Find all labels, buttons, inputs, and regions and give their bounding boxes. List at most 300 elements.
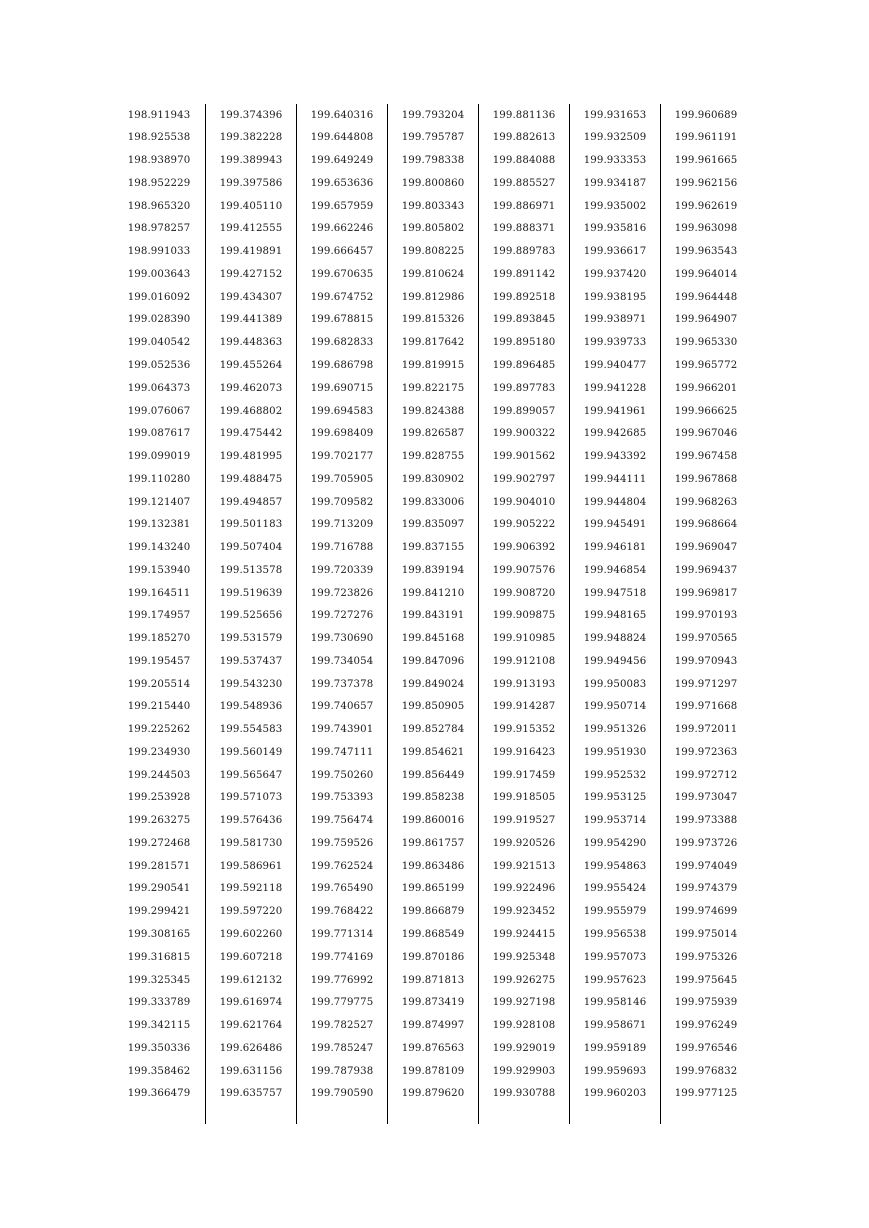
table-cell: 199.961665	[674, 155, 738, 167]
table-cell: 199.543230	[219, 678, 283, 690]
table-cell: 199.644808	[310, 132, 374, 144]
table-cell: 198.911943	[127, 109, 191, 121]
table-cell: 199.805802	[401, 223, 465, 235]
table-cell: 199.759526	[310, 837, 374, 849]
table-cell: 199.215440	[127, 701, 191, 713]
table-cell: 199.917459	[492, 769, 556, 781]
numeric-value-table	[114, 104, 751, 1124]
table-cell: 199.926275	[492, 974, 556, 986]
table-cell: 199.519639	[219, 587, 283, 599]
table-cell: 199.727276	[310, 610, 374, 622]
table-cell: 199.747111	[310, 746, 374, 758]
table-cell: 199.969817	[674, 587, 738, 599]
table-cell: 199.468802	[219, 405, 283, 417]
table-cell: 199.762524	[310, 860, 374, 872]
table-cell: 199.674752	[310, 291, 374, 303]
table-cell: 199.930788	[492, 1088, 556, 1100]
table-column-5	[478, 104, 569, 1124]
table-cell: 199.959693	[583, 1065, 647, 1077]
table-cell: 199.847096	[401, 655, 465, 667]
table-cell: 199.830902	[401, 473, 465, 485]
table-cell: 199.928108	[492, 1020, 556, 1032]
table-cell: 199.968263	[674, 496, 738, 508]
table-cell: 199.389943	[219, 155, 283, 167]
table-cell: 199.950083	[583, 678, 647, 690]
table-cell: 199.833006	[401, 496, 465, 508]
table-cell: 199.308165	[127, 928, 191, 940]
table-cell: 199.494857	[219, 496, 283, 508]
table-cell: 199.657959	[310, 200, 374, 212]
table-cell: 199.837155	[401, 542, 465, 554]
table-cell: 199.052536	[127, 359, 191, 371]
table-cell: 199.963098	[674, 223, 738, 235]
table-cell: 199.951930	[583, 746, 647, 758]
table-cell: 199.955979	[583, 906, 647, 918]
table-cell: 199.977125	[674, 1088, 738, 1100]
table-cell: 199.028390	[127, 314, 191, 326]
table-cell: 199.973726	[674, 837, 738, 849]
table-cell: 199.244503	[127, 769, 191, 781]
table-cell: 199.970943	[674, 655, 738, 667]
table-cell: 199.765490	[310, 883, 374, 895]
table-cell: 199.713209	[310, 519, 374, 531]
table-cell: 199.087617	[127, 428, 191, 440]
table-cell: 199.702177	[310, 451, 374, 463]
table-cell: 199.670635	[310, 268, 374, 280]
table-cell: 199.185270	[127, 633, 191, 645]
table-cell: 199.873419	[401, 997, 465, 1009]
table-cell: 199.455264	[219, 359, 283, 371]
table-cell: 198.925538	[127, 132, 191, 144]
table-cell: 199.110280	[127, 473, 191, 485]
table-cell: 199.852784	[401, 724, 465, 736]
table-cell: 199.976546	[674, 1042, 738, 1054]
table-cell: 199.366479	[127, 1088, 191, 1100]
table-cell: 199.690715	[310, 382, 374, 394]
table-cell: 199.419891	[219, 246, 283, 258]
table-cell: 199.808225	[401, 246, 465, 258]
table-cell: 199.950714	[583, 701, 647, 713]
table-cell: 199.966201	[674, 382, 738, 394]
table-cell: 199.972363	[674, 746, 738, 758]
table-cell: 199.965772	[674, 359, 738, 371]
table-cell: 199.723826	[310, 587, 374, 599]
table-cell: 199.602260	[219, 928, 283, 940]
table-cell: 199.531579	[219, 633, 283, 645]
table-cell: 199.954290	[583, 837, 647, 849]
table-cell: 199.909875	[492, 610, 556, 622]
table-cell: 199.358462	[127, 1065, 191, 1077]
table-cell: 199.973047	[674, 792, 738, 804]
table-cell: 199.900322	[492, 428, 556, 440]
table-cell: 199.776992	[310, 974, 374, 986]
table-cell: 199.944804	[583, 496, 647, 508]
table-cell: 199.970193	[674, 610, 738, 622]
table-cell: 199.374396	[219, 109, 283, 121]
table-cell: 199.964907	[674, 314, 738, 326]
table-cell: 199.771314	[310, 928, 374, 940]
table-cell: 199.822175	[401, 382, 465, 394]
table-cell: 199.882613	[492, 132, 556, 144]
table-cell: 199.865199	[401, 883, 465, 895]
table-cell: 199.967868	[674, 473, 738, 485]
table-cell: 199.682833	[310, 337, 374, 349]
table-cell: 199.064373	[127, 382, 191, 394]
table-column-4	[387, 104, 478, 1124]
table-cell: 199.895180	[492, 337, 556, 349]
table-cell: 199.815326	[401, 314, 465, 326]
table-cell: 199.891142	[492, 268, 556, 280]
table-cell: 199.897783	[492, 382, 556, 394]
table-cell: 199.716788	[310, 542, 374, 554]
table-cell: 199.607218	[219, 951, 283, 963]
table-cell: 199.803343	[401, 200, 465, 212]
table-cell: 199.662246	[310, 223, 374, 235]
table-cell: 199.878109	[401, 1065, 465, 1077]
table-cell: 199.817642	[401, 337, 465, 349]
table-cell: 199.810624	[401, 268, 465, 280]
table-cell: 199.892518	[492, 291, 556, 303]
table-cell: 199.730690	[310, 633, 374, 645]
table-cell: 199.904010	[492, 496, 556, 508]
table-cell: 198.978257	[127, 223, 191, 235]
table-cell: 199.914287	[492, 701, 556, 713]
table-cell: 199.881136	[492, 109, 556, 121]
table-cell: 199.782527	[310, 1020, 374, 1032]
table-cell: 199.966625	[674, 405, 738, 417]
table-cell: 199.325345	[127, 974, 191, 986]
table-cell: 199.920526	[492, 837, 556, 849]
table-cell: 199.525656	[219, 610, 283, 622]
table-cell: 199.698409	[310, 428, 374, 440]
table-cell: 199.974379	[674, 883, 738, 895]
table-cell: 199.938195	[583, 291, 647, 303]
table-cell: 199.316815	[127, 951, 191, 963]
table-cell: 199.099019	[127, 451, 191, 463]
table-cell: 199.205514	[127, 678, 191, 690]
table-cell: 199.918505	[492, 792, 556, 804]
table-cell: 199.935002	[583, 200, 647, 212]
table-cell: 199.938971	[583, 314, 647, 326]
table-cell: 199.571073	[219, 792, 283, 804]
table-cell: 199.889783	[492, 246, 556, 258]
table-cell: 199.954863	[583, 860, 647, 872]
table-cell: 199.132381	[127, 519, 191, 531]
table-cell: 199.957073	[583, 951, 647, 963]
table-cell: 199.955424	[583, 883, 647, 895]
table-cell: 199.899057	[492, 405, 556, 417]
table-cell: 199.350336	[127, 1042, 191, 1054]
table-cell: 199.635757	[219, 1088, 283, 1100]
table-cell: 199.174957	[127, 610, 191, 622]
table-cell: 198.991033	[127, 246, 191, 258]
table-cell: 199.576436	[219, 815, 283, 827]
table-cell: 199.164511	[127, 587, 191, 599]
table-cell: 199.016092	[127, 291, 191, 303]
table-cell: 199.910985	[492, 633, 556, 645]
table-cell: 199.860016	[401, 815, 465, 827]
table-cell: 199.737378	[310, 678, 374, 690]
table-cell: 199.854621	[401, 746, 465, 758]
table-cell: 199.856449	[401, 769, 465, 781]
table-cell: 199.621764	[219, 1020, 283, 1032]
table-cell: 199.843191	[401, 610, 465, 622]
table-cell: 199.592118	[219, 883, 283, 895]
table-cell: 199.929903	[492, 1065, 556, 1077]
table-cell: 199.812986	[401, 291, 465, 303]
table-cell: 199.507404	[219, 542, 283, 554]
table-cell: 199.779775	[310, 997, 374, 1009]
table-cell: 199.967046	[674, 428, 738, 440]
table-cell: 199.560149	[219, 746, 283, 758]
table-cell: 199.405110	[219, 200, 283, 212]
table-cell: 199.923452	[492, 906, 556, 918]
table-cell: 199.931653	[583, 109, 647, 121]
table-cell: 199.912108	[492, 655, 556, 667]
table-cell: 199.958146	[583, 997, 647, 1009]
table-cell: 199.974049	[674, 860, 738, 872]
table-cell: 199.969047	[674, 542, 738, 554]
table-cell: 199.975645	[674, 974, 738, 986]
table-cell: 199.581730	[219, 837, 283, 849]
table-cell: 199.962156	[674, 177, 738, 189]
table-cell: 199.640316	[310, 109, 374, 121]
table-cell: 199.976832	[674, 1065, 738, 1077]
table-cell: 199.612132	[219, 974, 283, 986]
table-cell: 199.501183	[219, 519, 283, 531]
table-cell: 199.935816	[583, 223, 647, 235]
table-cell: 199.705905	[310, 473, 374, 485]
table-cell: 199.850905	[401, 701, 465, 713]
table-cell: 199.884088	[492, 155, 556, 167]
table-cell: 199.756474	[310, 815, 374, 827]
table-cell: 199.686798	[310, 359, 374, 371]
table-cell: 199.940477	[583, 359, 647, 371]
table-cell: 199.946181	[583, 542, 647, 554]
table-cell: 199.975326	[674, 951, 738, 963]
table-cell: 199.694583	[310, 405, 374, 417]
table-cell: 199.740657	[310, 701, 374, 713]
table-cell: 199.888371	[492, 223, 556, 235]
table-cell: 199.709582	[310, 496, 374, 508]
table-cell: 199.787938	[310, 1065, 374, 1077]
table-cell: 198.938970	[127, 155, 191, 167]
table-cell: 199.866879	[401, 906, 465, 918]
table-cell: 199.795787	[401, 132, 465, 144]
table-cell: 199.965330	[674, 337, 738, 349]
table-cell: 199.956538	[583, 928, 647, 940]
table-cell: 199.586961	[219, 860, 283, 872]
table-cell: 199.868549	[401, 928, 465, 940]
table-cell: 199.785247	[310, 1042, 374, 1054]
table-cell: 199.153940	[127, 564, 191, 576]
table-cell: 199.753393	[310, 792, 374, 804]
table-cell: 199.941961	[583, 405, 647, 417]
table-cell: 199.976249	[674, 1020, 738, 1032]
table-cell: 199.876563	[401, 1042, 465, 1054]
table-cell: 199.263275	[127, 815, 191, 827]
table-cell: 199.835097	[401, 519, 465, 531]
table-cell: 199.934187	[583, 177, 647, 189]
table-cell: 199.003643	[127, 268, 191, 280]
table-cell: 199.798338	[401, 155, 465, 167]
table-cell: 199.462073	[219, 382, 283, 394]
table-cell: 199.969437	[674, 564, 738, 576]
table-cell: 199.513578	[219, 564, 283, 576]
table-cell: 199.925348	[492, 951, 556, 963]
table-cell: 199.874997	[401, 1020, 465, 1032]
table-cell: 199.908720	[492, 587, 556, 599]
table-cell: 199.919527	[492, 815, 556, 827]
table-cell: 199.922496	[492, 883, 556, 895]
table-column-3	[296, 104, 387, 1124]
table-cell: 199.906392	[492, 542, 556, 554]
table-cell: 199.937420	[583, 268, 647, 280]
table-column-6	[569, 104, 660, 1124]
table-cell: 199.845168	[401, 633, 465, 645]
table-cell: 199.427152	[219, 268, 283, 280]
table-cell: 199.824388	[401, 405, 465, 417]
table-cell: 199.299421	[127, 906, 191, 918]
table-cell: 199.946854	[583, 564, 647, 576]
table-cell: 199.631156	[219, 1065, 283, 1077]
table-cell: 199.924415	[492, 928, 556, 940]
table-cell: 199.960689	[674, 109, 738, 121]
table-cell: 199.290541	[127, 883, 191, 895]
table-cell: 199.720339	[310, 564, 374, 576]
table-cell: 199.957623	[583, 974, 647, 986]
table-cell: 199.970565	[674, 633, 738, 645]
table-cell: 199.949456	[583, 655, 647, 667]
table-cell: 199.565647	[219, 769, 283, 781]
table-column-1	[114, 104, 205, 1124]
table-cell: 199.974699	[674, 906, 738, 918]
table-cell: 199.040542	[127, 337, 191, 349]
table-cell: 199.790590	[310, 1088, 374, 1100]
table-cell: 199.942685	[583, 428, 647, 440]
table-cell: 199.225262	[127, 724, 191, 736]
table-cell: 199.901562	[492, 451, 556, 463]
table-cell: 199.972712	[674, 769, 738, 781]
table-cell: 199.967458	[674, 451, 738, 463]
table-cell: 199.941228	[583, 382, 647, 394]
table-cell: 199.960203	[583, 1088, 647, 1100]
table-cell: 199.944111	[583, 473, 647, 485]
table-cell: 199.871813	[401, 974, 465, 986]
table-cell: 199.121407	[127, 496, 191, 508]
table-cell: 199.870186	[401, 951, 465, 963]
table-cell: 199.537437	[219, 655, 283, 667]
table-cell: 199.548936	[219, 701, 283, 713]
table-cell: 199.959189	[583, 1042, 647, 1054]
table-cell: 199.907576	[492, 564, 556, 576]
table-cell: 199.554583	[219, 724, 283, 736]
table-cell: 199.953125	[583, 792, 647, 804]
table-cell: 199.653636	[310, 177, 374, 189]
table-cell: 199.272468	[127, 837, 191, 849]
table-cell: 199.143240	[127, 542, 191, 554]
table-cell: 199.964448	[674, 291, 738, 303]
table-cell: 199.943392	[583, 451, 647, 463]
table-cell: 199.800860	[401, 177, 465, 189]
table-cell: 199.953714	[583, 815, 647, 827]
table-cell: 199.488475	[219, 473, 283, 485]
table-cell: 199.905222	[492, 519, 556, 531]
table-cell: 199.397586	[219, 177, 283, 189]
table-cell: 199.281571	[127, 860, 191, 872]
table-cell: 199.913193	[492, 678, 556, 690]
table-cell: 199.886971	[492, 200, 556, 212]
table-cell: 199.839194	[401, 564, 465, 576]
table-cell: 199.951326	[583, 724, 647, 736]
table-cell: 199.441389	[219, 314, 283, 326]
table-cell: 199.774169	[310, 951, 374, 963]
table-cell: 199.649249	[310, 155, 374, 167]
table-cell: 199.793204	[401, 109, 465, 121]
table-cell: 199.973388	[674, 815, 738, 827]
table-cell: 199.826587	[401, 428, 465, 440]
table-cell: 199.743901	[310, 724, 374, 736]
table-cell: 199.863486	[401, 860, 465, 872]
table-cell: 199.963543	[674, 246, 738, 258]
table-cell: 199.841210	[401, 587, 465, 599]
table-cell: 199.915352	[492, 724, 556, 736]
table-cell: 199.927198	[492, 997, 556, 1009]
table-cell: 199.947518	[583, 587, 647, 599]
table-cell: 199.382228	[219, 132, 283, 144]
table-cell: 199.936617	[583, 246, 647, 258]
table-cell: 199.945491	[583, 519, 647, 531]
table-cell: 199.968664	[674, 519, 738, 531]
table-cell: 199.858238	[401, 792, 465, 804]
table-cell: 199.879620	[401, 1088, 465, 1100]
table-cell: 199.626486	[219, 1042, 283, 1054]
table-column-7	[660, 104, 751, 1124]
table-cell: 199.195457	[127, 655, 191, 667]
table-cell: 199.076067	[127, 405, 191, 417]
table-cell: 199.448363	[219, 337, 283, 349]
table-cell: 199.750260	[310, 769, 374, 781]
table-cell: 199.234930	[127, 746, 191, 758]
table-cell: 199.962619	[674, 200, 738, 212]
table-cell: 199.921513	[492, 860, 556, 872]
table-cell: 199.434307	[219, 291, 283, 303]
table-cell: 199.597220	[219, 906, 283, 918]
table-cell: 199.893845	[492, 314, 556, 326]
table-cell: 199.896485	[492, 359, 556, 371]
table-cell: 199.849024	[401, 678, 465, 690]
table-cell: 199.481995	[219, 451, 283, 463]
table-column-2	[205, 104, 296, 1124]
table-cell: 199.333789	[127, 997, 191, 1009]
table-cell: 199.975014	[674, 928, 738, 940]
table-cell: 199.964014	[674, 268, 738, 280]
table-cell: 199.828755	[401, 451, 465, 463]
table-cell: 198.965320	[127, 200, 191, 212]
table-cell: 199.861757	[401, 837, 465, 849]
table-cell: 199.616974	[219, 997, 283, 1009]
table-cell: 199.971297	[674, 678, 738, 690]
table-cell: 199.958671	[583, 1020, 647, 1032]
table-cell: 199.933353	[583, 155, 647, 167]
table-cell: 199.819915	[401, 359, 465, 371]
table-cell: 199.961191	[674, 132, 738, 144]
table-cell: 199.678815	[310, 314, 374, 326]
table-cell: 199.952532	[583, 769, 647, 781]
table-cell: 199.916423	[492, 746, 556, 758]
table-cell: 199.666457	[310, 246, 374, 258]
table-cell: 199.734054	[310, 655, 374, 667]
